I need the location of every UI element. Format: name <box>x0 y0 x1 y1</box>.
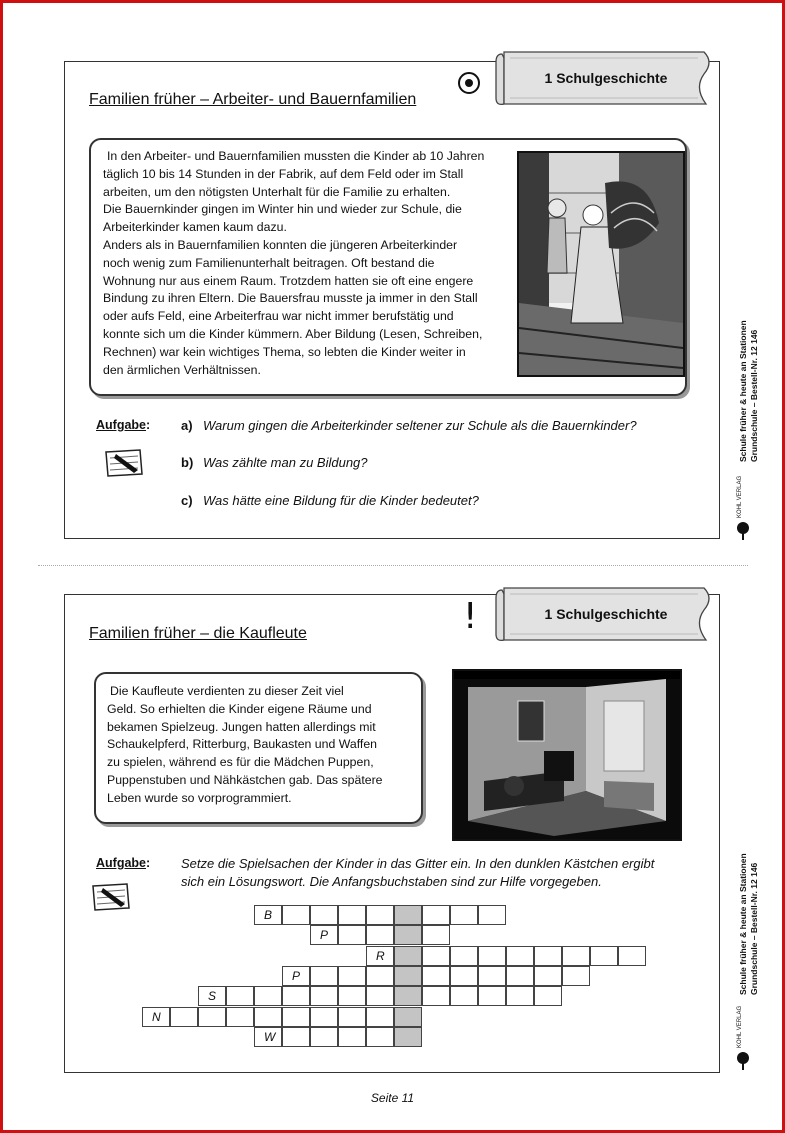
crossword-cell[interactable] <box>478 905 506 925</box>
crossword-cell[interactable] <box>534 946 562 966</box>
crossword-cell[interactable] <box>310 986 338 1006</box>
task-label: Aufgabe: <box>96 418 151 432</box>
crossword-cell[interactable] <box>366 986 394 1006</box>
crossword-cell[interactable] <box>366 905 394 925</box>
crossword-cell[interactable] <box>226 1007 254 1027</box>
crossword-cell[interactable] <box>422 966 450 986</box>
crossword-cell[interactable] <box>338 905 366 925</box>
crossword-cell[interactable] <box>422 986 450 1006</box>
crossword-start-letter[interactable]: B <box>254 905 282 925</box>
crossword-cell[interactable] <box>562 966 590 986</box>
text-line: Bindung zu ihren Eltern. Die Bauersfrau musste ja immer in den Stall <box>103 291 478 306</box>
crossword-cell[interactable] <box>478 966 506 986</box>
chapter-badge-1 <box>492 48 720 108</box>
crossword-cell[interactable] <box>618 946 646 966</box>
crossword-cell[interactable] <box>450 905 478 925</box>
crossword-cell[interactable] <box>562 946 590 966</box>
task-instruction: Setze die Spielsachen der Kinder in das Gitter ein. In den dunklen Kästchen ergibt sich ein Lösungswort. Die Anfangsbuchstaben sind zur Hilfe vorgegeben. <box>181 856 655 889</box>
tree-logo-icon <box>733 1050 753 1070</box>
crossword-cell[interactable] <box>366 1007 394 1027</box>
crossword-cell[interactable] <box>394 905 422 925</box>
text-line: Leben wurde so vorprogrammiert. <box>107 790 292 805</box>
side-imprint-1: Schule früher & heute an Stationen Grundschule – Bestell-Nr. 12 146 <box>738 320 759 462</box>
crossword-start-letter[interactable]: S <box>198 986 226 1006</box>
crossword-cell[interactable] <box>310 905 338 925</box>
text-line: noch wenig zum Familienunterhalt beitragen. Oft bestand die <box>103 255 435 270</box>
crossword-cell[interactable] <box>450 986 478 1006</box>
illustration-farm-children <box>517 151 685 377</box>
crossword-cell[interactable] <box>366 1027 394 1047</box>
crossword-cell[interactable] <box>450 966 478 986</box>
text-line: Anders als in Bauernfamilien konnten die jüngeren Arbeiterkinder <box>103 237 458 252</box>
crossword-cell[interactable] <box>366 925 394 945</box>
info-text <box>103 148 504 379</box>
publisher-logo-2: KOHL VERLAG <box>733 1000 753 1070</box>
tree-logo-icon <box>733 520 753 540</box>
text-line: arbeiten, um den nötigsten Unterhalt für die Familie zu erhalten. <box>103 184 451 199</box>
crossword-cell[interactable] <box>394 946 422 966</box>
crossword-cell[interactable] <box>394 1007 422 1027</box>
crossword-cell[interactable] <box>394 966 422 986</box>
crossword-start-letter[interactable]: N <box>142 1007 170 1027</box>
text-line: bekamen Spielzeug. Jungen hatten allerdings mit <box>107 719 376 734</box>
page-title: Familien früher – Arbeiter- und Bauernfamilien <box>89 91 417 108</box>
crossword-cell[interactable] <box>366 966 394 986</box>
crossword-cell[interactable] <box>282 1007 310 1027</box>
exclamation-mark: ! <box>463 596 478 637</box>
chapter-badge-label: 1 Schulgeschichte <box>544 606 668 622</box>
crossword-cell[interactable] <box>506 986 534 1006</box>
text-line: Rechnen) war kein wichtiges Thema, so lebten die Kinder weiter in <box>103 344 466 359</box>
text-line: Wohnung nur aus einem Raum. Trotzdem hatten sie oft eine engere <box>103 273 474 288</box>
text-line: zu spielen, während es für die Mädchen Puppen, <box>107 755 374 770</box>
pencil-notebook-icon <box>104 448 144 478</box>
crossword-cell[interactable] <box>506 946 534 966</box>
crossword-cell[interactable] <box>394 986 422 1006</box>
photo-dollhouse <box>452 669 682 841</box>
crossword-cell[interactable] <box>310 1007 338 1027</box>
text-line: In den Arbeiter- und Bauernfamilien mussten die Kinder ab 10 Jahren <box>107 149 485 163</box>
crossword-cell[interactable] <box>338 1007 366 1027</box>
crossword-cell[interactable] <box>198 1007 226 1027</box>
crossword-start-letter[interactable]: P <box>282 966 310 986</box>
crossword-cell[interactable] <box>226 986 254 1006</box>
crossword-cell[interactable] <box>478 986 506 1006</box>
text-line: täglich 10 bis 14 Stunden in der Fabrik, auf dem Feld oder im Stall <box>103 166 464 181</box>
crossword-cell[interactable] <box>338 1027 366 1047</box>
crossword-cell[interactable] <box>310 1027 338 1047</box>
crossword-cell[interactable] <box>282 986 310 1006</box>
question-b: b) Was zählte man zu Bildung? <box>181 455 368 470</box>
crossword-cell[interactable] <box>170 1007 198 1027</box>
target-icon <box>458 72 480 94</box>
crossword-cell[interactable] <box>338 986 366 1006</box>
crossword-start-letter[interactable]: R <box>366 946 394 966</box>
crossword-cell[interactable] <box>478 946 506 966</box>
text-line: konnte sich um die Kinder kümmern. Aber Bildung (Lesen, Schreiben, <box>103 326 483 341</box>
question-c: c) Was hätte eine Bildung für die Kinder bedeutet? <box>181 493 479 508</box>
question-a: a) Warum gingen die Arbeiterkinder seltener zur Schule als die Bauernkinder? <box>181 418 637 433</box>
crossword-cell[interactable] <box>534 986 562 1006</box>
crossword-cell[interactable] <box>590 946 618 966</box>
crossword-grid <box>142 905 652 1051</box>
text-line: Schaukelpferd, Ritterburg, Baukasten und Waffen <box>107 737 378 752</box>
crossword-start-letter[interactable]: P <box>310 925 338 945</box>
text-line: Puppenstuben und Nähkästchen gab. Das spätere <box>107 772 383 787</box>
page-title: Familien früher – die Kaufleute <box>89 625 307 642</box>
chapter-badge-2 <box>492 584 720 644</box>
cut-line <box>38 565 748 566</box>
chapter-badge-label: 1 Schulgeschichte <box>544 70 668 86</box>
crossword-start-letter[interactable]: W <box>254 1027 282 1047</box>
crossword-cell[interactable] <box>338 966 366 986</box>
text-line: Geld. So erhielten die Kinder eigene Räume und <box>107 701 372 716</box>
crossword-cell[interactable] <box>450 946 478 966</box>
crossword-cell[interactable] <box>338 925 366 945</box>
task-label: Aufgabe: <box>96 856 151 870</box>
crossword-cell[interactable] <box>394 1027 422 1047</box>
crossword-cell[interactable] <box>422 946 450 966</box>
crossword-cell[interactable] <box>534 966 562 986</box>
page-number: Seite 11 <box>370 1091 415 1105</box>
crossword-cell[interactable] <box>310 966 338 986</box>
pencil-notebook-icon <box>91 882 131 912</box>
crossword-cell[interactable] <box>422 905 450 925</box>
publisher-logo-1: KOHL VERLAG <box>733 470 753 540</box>
text-line: oder aufs Feld, eine Arbeiterfrau war nicht immer berufstätig und <box>103 309 454 324</box>
text-line: den ärmlichen Verhältnissen. <box>103 362 261 377</box>
crossword-cell[interactable] <box>506 966 534 986</box>
text-line: Arbeiterkinder kamen kaum dazu. <box>103 220 287 235</box>
crossword-cell[interactable] <box>254 986 282 1006</box>
text-line: Die Bauernkinder gingen im Winter hin und wieder zur Schule, die <box>103 202 462 217</box>
text-line: Die Kaufleute verdienten zu dieser Zeit viel <box>110 684 344 698</box>
info-text <box>107 683 407 808</box>
crossword-cell[interactable] <box>254 1007 282 1027</box>
crossword-cell[interactable] <box>282 905 310 925</box>
crossword-cell[interactable] <box>394 925 422 945</box>
crossword-cell[interactable] <box>422 925 450 945</box>
side-imprint-2: Schule früher & heute an Stationen Grundschule – Bestell-Nr. 12 146 <box>738 853 759 995</box>
crossword-cell[interactable] <box>282 1027 310 1047</box>
